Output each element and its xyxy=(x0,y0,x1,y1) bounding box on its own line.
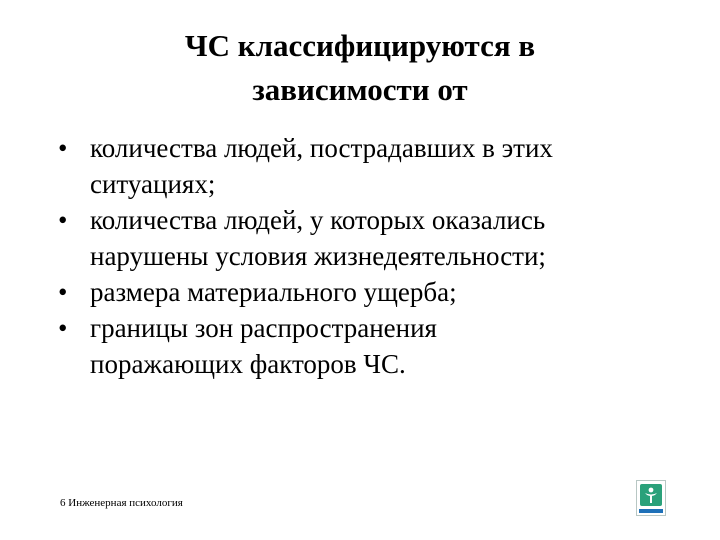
slide-title xyxy=(60,24,660,112)
bullet-text-line: количества людей, у которых оказались xyxy=(90,205,546,235)
logo-emblem xyxy=(640,484,662,506)
logo-figure-icon xyxy=(640,484,662,506)
bullet-item xyxy=(58,130,698,202)
bullet-icon: • xyxy=(58,313,68,343)
bullet-icon: • xyxy=(58,277,68,307)
logo-caption-bar xyxy=(639,509,663,513)
bullet-item xyxy=(58,274,698,310)
bullet-text-line: количества людей, пострадавших в этих xyxy=(90,133,553,163)
bullet-icon: • xyxy=(58,205,68,235)
bullet-text-line: нарушены условия жизнедеятельности; xyxy=(90,241,546,271)
bullet-item xyxy=(58,310,698,382)
university-logo-icon xyxy=(636,480,666,516)
bullet-text-line: ситуациях; xyxy=(90,169,216,199)
slide-title-line: зависимости от xyxy=(252,72,468,107)
slide-footer: 6 Инженерная психология xyxy=(60,497,183,509)
bullet-text-line: поражающих факторов ЧС. xyxy=(90,349,406,379)
bullet-text-line: границы зон распространения xyxy=(90,313,437,343)
bullet-item xyxy=(58,202,698,274)
bullet-icon: • xyxy=(58,133,68,163)
slide-title-line: ЧС классифицируются в xyxy=(184,28,536,63)
bullet-text-line: размера материального ущерба; xyxy=(90,277,457,307)
bullet-list xyxy=(58,130,698,382)
